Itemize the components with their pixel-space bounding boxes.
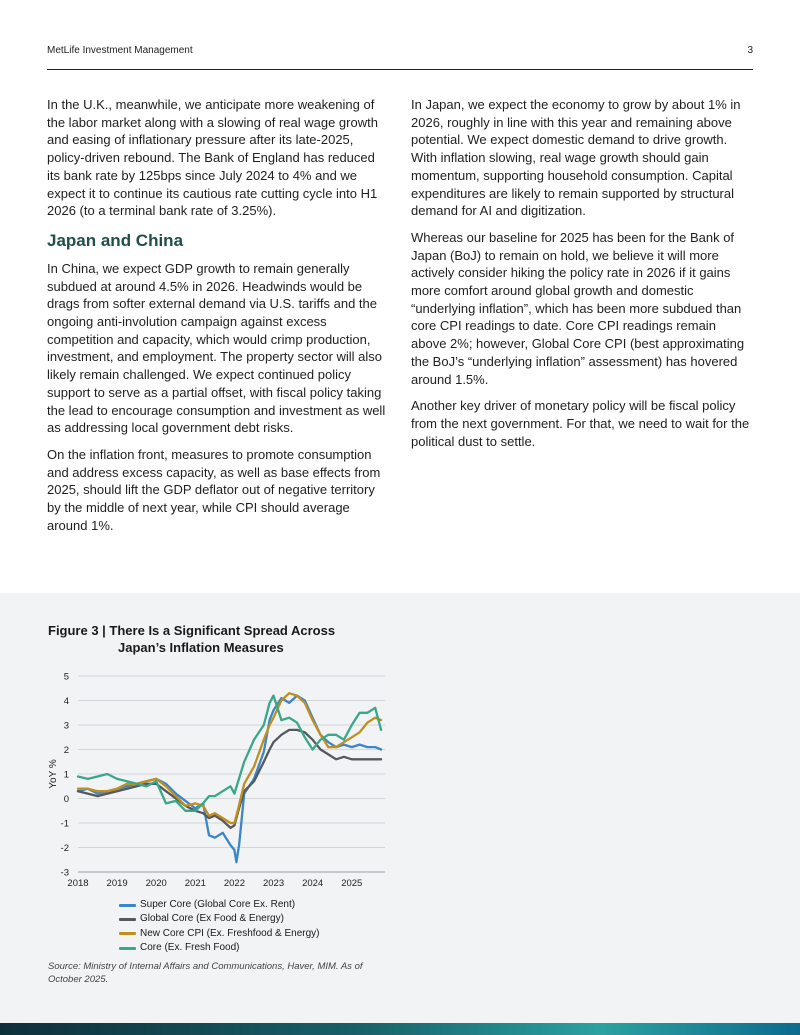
legend-swatch: [119, 947, 136, 950]
grid-lines: [78, 676, 385, 872]
legend-swatch: [119, 904, 136, 907]
figure-title: [48, 622, 378, 656]
x-tick-label: 2020: [145, 878, 167, 889]
y-tick-label: 3: [63, 720, 69, 732]
legend-item: [119, 927, 320, 941]
paragraph-uk: In the U.K., meanwhile, we anticipate more weakening of the labor market along with a slowing of real wage growth and easing of inflationary pressure after its late-2025, policy-driven rebound. The Bank of England has reduced its bank rate by 125bps since July 2024 to 4% and we expect it to continue its cautious rate cutting cycle into H1 2026 (to a terminal bank rate of 3.25%).: [47, 97, 378, 219]
brand-name: MetLife Investment Management: [47, 45, 193, 56]
x-tick-label: 2024: [302, 878, 324, 889]
chart-legend: [119, 898, 320, 955]
right-column: [411, 96, 751, 459]
legend-swatch: [119, 932, 136, 935]
x-tick-label: 2025: [341, 878, 363, 889]
legend-label: New Core CPI (Ex. Freshfood & Energy): [140, 927, 320, 939]
figure-title-line2: Japan’s Inflation Measures: [118, 640, 284, 655]
legend-item: [119, 941, 320, 955]
left-column: [47, 96, 387, 543]
legend-label: Super Core (Global Core Ex. Rent): [140, 899, 296, 910]
paragraph-japan-growth: In Japan, we expect the economy to grow by about 1% in 2026, roughly in line with this year and remaining above potential. We expect domestic demand to drive growth. With inflation slowing, real wage growth should gain momentum, supporting household consumption. Capital expenditures are likely to remain supported by structural demand for AI and digitization.: [411, 97, 741, 219]
series-line-4: [78, 696, 381, 811]
x-tick-label: 2023: [262, 878, 285, 889]
paragraph-fiscal-policy: Another key driver of monetary policy will be fiscal policy from the next government. For that, we need to wait for the political dust to settle.: [411, 398, 750, 449]
legend-item: [119, 898, 320, 912]
x-tick-label: 2019: [106, 878, 128, 889]
legend-label: Global Core (Ex Food & Energy): [140, 913, 284, 925]
paragraph-boj-policy: Whereas our baseline for 2025 has been for the Bank of Japan (BoJ) to remain on hold, we believe it will more actively consider hiking the policy rate in 2026 if it gains more comfort around global growth and domestic “underlying inflation”, which has been more subdued than core CPI readings to date. Core CPI readings remain above 2%; however, Global Core CPI (best approximating the BoJ’s “underlying inflation” assessment) has hovered around 1.5%.: [411, 229, 745, 387]
y-tick-labels: [61, 672, 69, 879]
paragraph-china-inflation: On the inflation front, measures to promote consumption and address excess capacity, as well as base effects from 2025, should lift the GDP deflator out of negative territory by the middle of next year, while CPI should average around 1%.: [47, 446, 381, 533]
legend-item: [119, 912, 320, 926]
page-number: 3: [747, 45, 753, 56]
inflation-line-chart: [40, 664, 390, 892]
figure-title-line1: Figure 3 | There Is a Significant Spread Across: [48, 623, 336, 638]
y-tick-label: -3: [60, 867, 69, 879]
y-tick-label: -1: [60, 818, 69, 830]
y-tick-label: 4: [63, 696, 69, 707]
y-tick-label: 5: [63, 671, 69, 683]
y-tick-label: 2: [63, 745, 69, 756]
x-tick-label: 2018: [67, 878, 89, 889]
section-heading-japan-china: Japan and China: [47, 230, 184, 250]
legend-swatch: [119, 918, 136, 921]
x-tick-labels: [67, 878, 362, 889]
paragraph-china-growth: In China, we expect GDP growth to remain generally subdued at around 4.5% in 2026. Headwinds would be drags from softer external demand via U.S. tariffs and the ongoing anti-involution campaign against excess competition and capacity, which would crimp production, investment, and employment. The property sector will also likely remain challenged. We expect continued policy support to serve as a partial offset, with fiscal policy taking the lead to encourage consumption and investment as well as addressing local government debt risks.: [47, 260, 386, 436]
figure-source-note: Source: Ministry of Internal Affairs and Communications, Haver, MIM. As of October 2025.: [48, 961, 363, 985]
series-line-1: [78, 696, 381, 863]
footer-gradient-bar: [0, 1023, 800, 1035]
series-line-2: [78, 730, 381, 828]
series-lines: [78, 693, 381, 862]
page-header: [47, 43, 753, 70]
y-tick-label: 0: [63, 794, 69, 805]
x-tick-label: 2021: [184, 878, 206, 889]
x-tick-label: 2022: [223, 878, 246, 889]
y-axis-label: YoY %: [48, 759, 59, 789]
y-tick-label: 1: [63, 769, 69, 781]
legend-label: Core (Ex. Fresh Food): [140, 941, 240, 953]
y-tick-label: -2: [60, 843, 69, 854]
